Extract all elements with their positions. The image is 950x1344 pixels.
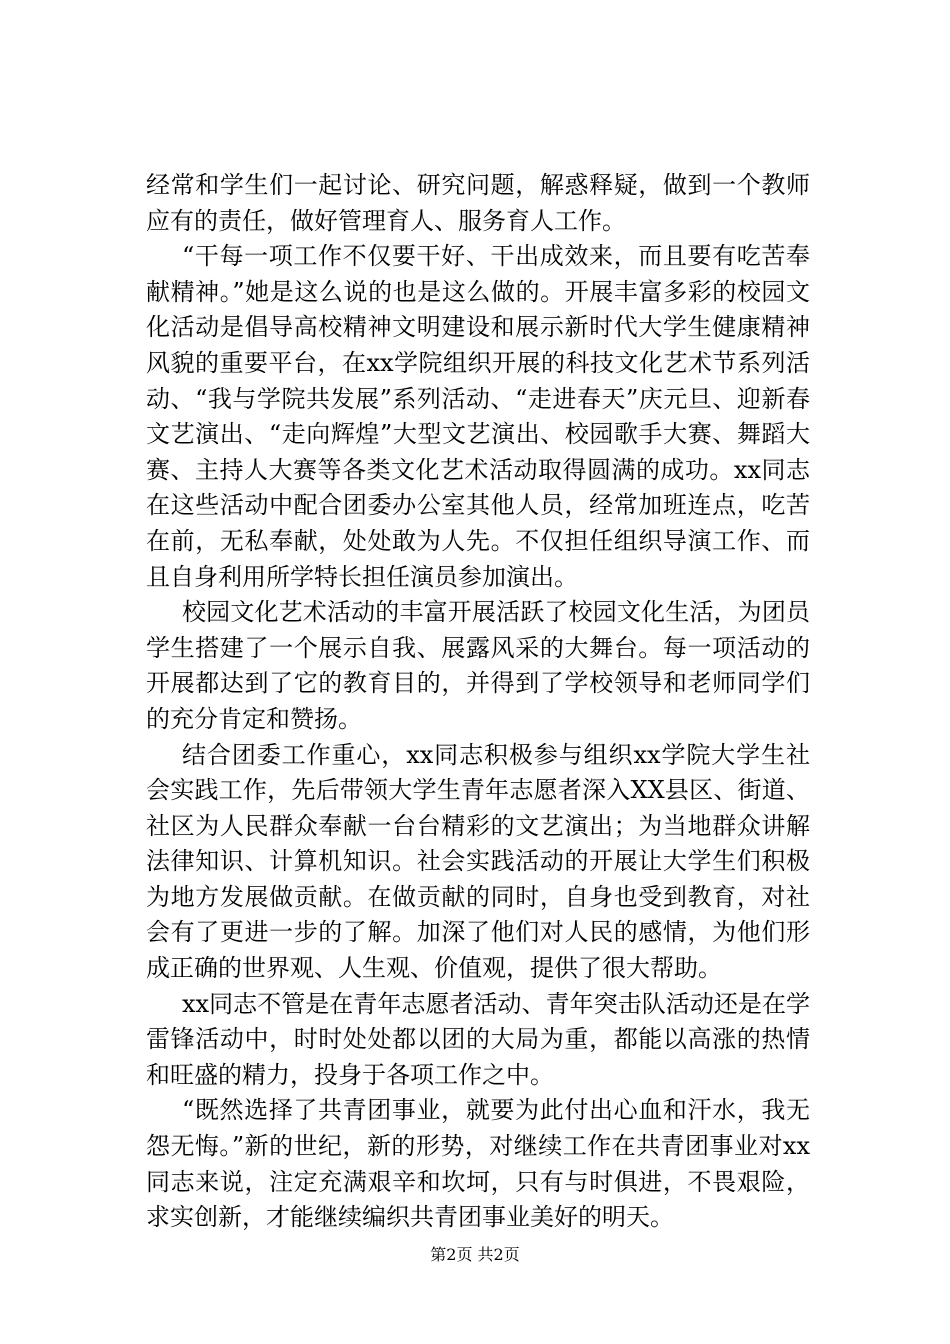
- paragraph: “既然选择了共青团事业，就要为此付出心血和汗水，我无怨无悔。”新的世纪，新的形势，对继续工作在共青团事业对xx同志来说，注定充满艰辛和坎坷，只有与时俱进，不畏艰险，求实创新，才能继续编织共青团事业美好的明天。: [146, 1096, 810, 1232]
- paragraph: 结合团委工作重心，xx同志积极参与组织xx学院大学生社会实践工作，先后带领大学生青年志愿者深入XX县区、街道、社区为人民群众奉献一台台精彩的文艺演出；为当地群众讲解法律知识、计算机知识。社会实践活动的开展让大学生们积极为地方发展做贡献。在做贡献的同时，自身也受到教育，对社会有了更进一步的了解。加深了他们对人民的感情，为他们形成正确的世界观、人生观、价值观，提供了很大帮助。: [146, 740, 810, 983]
- paragraph: xx同志不管是在青年志愿者活动、青年突击队活动还是在学雷锋活动中，时时处处都以团的大局为重，都能以高涨的热情和旺盛的精力，投身于各项工作之中。: [146, 989, 810, 1089]
- page-number-footer: 第2页 共2页: [430, 1245, 520, 1264]
- paragraph: 校园文化艺术活动的丰富开展活跃了校园文化生活，为团员学生搭建了一个展示自我、展露风采的大舞台。每一项活动的开展都达到了它的教育目的，并得到了学校领导和老师同学们的充分肯定和赞扬。: [146, 598, 810, 733]
- paragraph: “干每一项工作不仅要干好、干出成效来，而且要有吃苦奉献精神。”她是这么说的也是这么做的。开展丰富多彩的校园文化活动是倡导高校精神文明建设和展示新时代大学生健康精神风貌的重要平台，在xx学院组织开展的科技文化艺术节系列活动、“我与学院共发展”系列活动、“走进春天”庆元旦、迎新春文艺演出、“走向辉煌”大型文艺演出、校园歌手大赛、舞蹈大赛、主持人大赛等各类文化艺术活动取得圆满的成功。xx同志在这些活动中配合团委办公室其他人员，经常加班连点，吃苦在前，无私奉献，处处敢为人先。不仅担任组织导演工作、而且自身利用所学特长担任演员参加演出。: [146, 242, 810, 591]
- document-body: [146, 168, 810, 1236]
- paragraph-continuation: 经常和学生们一起讨论、研究问题，解惑释疑，做到一个教师应有的责任，做好管理育人、服务育人工作。: [146, 171, 810, 235]
